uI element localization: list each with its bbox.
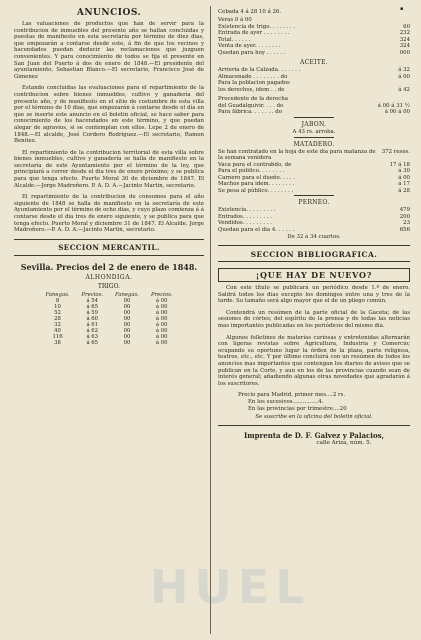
trigo-cell: 28 [54,315,61,322]
trigo-cell: 52 [54,309,61,316]
section-rule [218,425,410,426]
printer-line: Imprenta de D. F. Galvez y Palacios, [243,431,385,441]
perneo-row-value: 200 [399,213,410,220]
trigo-cell: á 00 [155,309,168,316]
trigo-cell: á 61 [86,321,99,328]
anuncio-paragraph: Las valuaciones de productos que han de servir para la contribucion de inmuebles del presente año se hallan concluidas y puestas de manifiesto en esta secretaría por término de diez dias, que empezarán a contarse desde este, á fin de que los vecinos y hacendados puedan deducir las reclamaciones que juzguen convenientes. Y para conocimiento de todos se fija el presente en San Juan del Puerto á dos de enero de 1848.—El presidente del ayuntamiento, Sebastian Blanco.—El secretario, Francisco José de Gimenez [14,21,204,80]
matadero-row-label: Se pesa al público. . . . . . . . [218,187,294,194]
aceite-row-label: Almacenado . . . . . . . . do [218,73,288,80]
matadero-row-value: á 00 [398,174,410,181]
perneo-row [218,227,410,234]
column-divider [210,6,211,634]
trigo-cell: á 62 [86,327,99,334]
ledger-row-label: Veras 0 á 00 [218,17,252,23]
trigo-cell: 00 [123,339,131,346]
anuncio-paragraph: El repartimiento de la contribucion de consumos para el año siguiente de 1848 se halla de manifiesto en la secretaría de este Ayuntamiento por el término de ocho dias, y cuyo plazo comienza á á contarse desde el dia tres de enero siguiente, y se publica para que tenga efecto. Puerto Moral y diciembre 31 de 1847. El Alcalde. Jorge Madroñero.—P. A. D. A.—Jacinto Martin, secretario. [14,194,204,234]
trigo-cell: á 65 [86,303,99,310]
matadero-ledger [218,149,410,195]
aceite-label: ACEITE. [299,59,329,66]
aceite-row-label: del Guadalquivir. . . . do [218,102,284,109]
jabon-price: A 43 rs. arroba. [292,128,336,135]
trigo-ledger [218,17,410,56]
matadero-row-value: 17 á 18 [389,161,410,168]
aceite-row-label: Procedente de la derecha [218,96,288,102]
biblio-paragraph: Algunos folletines de materias curiosas y entretenidas alternarán con ligeras revistas sobre Agricultura, Industria y Comercio; ocupando su oportuno lugar la órden de la plaza, parte religiosa, teatros, etc., etc. Y por último concluirá con un resúmen de todos los anuncios mas importantes que contengan los diarios de avisos que se publican en la Corte, y aun en los de las provincias cuando sean de interés general; añadiendo algunas otras novedades que agradarán á los suscritores. [218,334,410,387]
price-line: En los sucesivos...............4. [248,398,324,405]
trigo-cell: á 00 [155,333,168,340]
trigo-cell: á 00 [155,339,168,346]
aceite-row-label: Arrieria de la Calzada. . . . . . . [218,67,301,73]
trigo-cell: 40 [54,327,61,334]
ledger-row-value: 324 [399,43,410,49]
trigo-cell: á 54 [86,297,99,304]
trigo-cell: 32 [54,321,61,328]
section-rule [14,255,204,256]
trigo-cell: 00 [123,309,131,316]
matadero-row-label: Para el público. . . . . . . . [218,168,285,174]
trigo-cell: á 00 [155,315,168,322]
trigo-cell: 00 [123,297,131,304]
mini-rule [294,137,334,138]
perneo-row-label: Vendidos. . . . . . . . . [218,220,272,226]
trigo-cell: 00 [123,315,131,322]
aceite-row-value: á 32 [398,67,410,73]
printer-address: calle Ariza, núm. 5. [316,440,372,447]
right-column [218,8,410,446]
biblio-paragraph: Contendrá un resúmen de la parte oficial de la Gaceta; de las sesiones de córtes; del espíritu de la prensa y de todas las noticias mas importantes publicadas en los periódicos del mismo dia. [218,309,410,329]
ledger-row-value: 232 [399,30,410,36]
ledger-row-label: Quedan para hoy . . . . . . [218,49,286,56]
ledger-row-label: Existencia de trigo. . . . . . . . [218,23,296,30]
col-fanegas: Fanegas. [45,291,70,298]
price-line: Precio para Madrid, primer mes....2 rs. [238,392,346,399]
trigo-cell: 116 [52,333,63,340]
trigo-cell: á 60 [86,315,99,322]
aceite-ledger-2 [218,96,410,116]
mini-rule [294,117,334,118]
aceite-row-value: á 00 á 31 ½ [377,102,410,109]
matadero-row-value: á 28 [398,187,410,194]
perneo-row-label: Existencia. . . . . . . . . [218,207,276,213]
trigo-table [40,292,179,346]
col-precios: Precios. [150,291,173,298]
aceite-row [218,109,410,116]
trigo-cell: á 63 [86,333,99,340]
aceite-row-value: á 00 [398,73,410,80]
sevilla-heading: Sevilla. Precios del 2 de enero de 1848. [20,261,198,272]
matadero-row [218,149,410,162]
ledger-row-value: 324 [399,36,410,43]
aceite-row-value: á 42 [398,86,410,93]
library-watermark: HUEL [150,560,311,614]
trigo-cell: 00 [123,333,131,340]
bibliografica-title: SECCION BIBLIOGRAFICA. [250,250,378,259]
perneo-row-value: 23 [403,220,410,226]
matadero-row-label: Carnero para el dueño. . . . . [218,174,296,181]
left-column [14,8,204,346]
ledger-row-label: Entrada de ayer . . . . . . . . [218,30,290,36]
matadero-row-label: Vaca para el contrabdo, de [218,161,292,168]
ledger-row-label: Total. . . . . . [218,36,251,43]
section-rule [218,261,410,262]
trigo-cell: 38 [54,339,61,346]
aceite-row-label: los derechos, idem . . de [218,86,285,93]
trigo-cell: 00 [123,303,131,310]
aceite-row-label: Para fábrica. . . . . . . do [218,109,282,115]
biblio-paragraph: Con este título se publicará un periódico desde 1.º de enero. Saldrá todos los dias excepto los domingos entre una y tres de la tarde. Su tamaño será algo mayor que el de un pliego común. [218,285,410,305]
price-line: En las provincias por trimestre....20 [248,405,347,412]
perneo-row-value: 479 [399,207,410,213]
subscription-note: Se suscribe en la oficina del boletin oficial. [255,414,373,421]
ledger-row-value: 60 [403,23,410,30]
matadero-label: MATADERO. [293,140,335,148]
perneo-row-value: 656 [399,226,410,233]
que-hay-de-nuevo-banner: ¡QUE HAY DE NUEVO? [218,268,410,282]
ledger-row-label: Venta de ayer. . . . . . . . [218,43,281,49]
corner-mark: ▪ [400,6,404,12]
trigo-cell: 00 [123,321,131,328]
matadero-row-value: á 30 [398,168,410,174]
perneo-ledger [218,207,410,233]
col-precios: Precios. [81,291,103,298]
trigo-cell: á 00 [155,297,168,304]
trigo-cell: á 00 [155,327,168,334]
trigo-label: TRIGO. [97,282,121,290]
perneo-row-label: Quedan para el dia 4. . . . . . [218,226,295,233]
anuncio-paragraph: Estando concluidas las evaluaciones para el repartimiento de la contribucion sobre bienes inmuebles, cultivo y ganadería del presente año, y de manifiesto en el sitio de costumbre de esta villa por el término de 10 dias, que empezarán á contarse desde el día en que se inserte este anuncio en el boletin oficial, se hace saber para conocimiento de los hacendados en este término, y que puedan alegar de agravios, si se contemplan con ellos. Lepe 2 de enero de 1848.—El alcalde, José Cordero Rodriguez.—El secretario, Ramon Benitez. [14,85,204,145]
matadero-row-value: á 17 [398,181,410,187]
perneo-row-label: Entrados. . . . . . . . . [218,213,272,220]
trigo-cell: á 00 [155,303,168,310]
aceite-row-value: á 00 á 00 [384,109,410,115]
trigo-cell: 8 [55,297,60,304]
anuncios-title: ANUNCIOS. [76,8,142,18]
ledger-row [218,50,410,57]
trigo-cell: á 59 [86,309,99,316]
section-rule [14,239,204,240]
matadero-row-value: 372 reses. [381,148,410,155]
aceite-row-label: Para la poblacion pagados [218,80,290,86]
mini-rule [294,195,334,196]
cebada-line: Cebada 4 á 28 10 á 26. [218,9,282,15]
matadero-row [218,188,410,195]
trigo-row [40,340,179,346]
perneo-price: De 32 á 34 cuartos. [287,234,341,240]
trigo-cell: á 00 [155,321,168,328]
trigo-cell: 10 [54,303,61,310]
matadero-row-label: Se han contratado en la hoja de este dia para matanza de la semana venidera [218,148,376,161]
mercantil-title: SECCION MERCANTIL. [58,242,160,252]
section-rule [218,245,410,246]
jabon-label: JABON. [301,120,327,128]
trigo-cell: á 65 [86,339,99,346]
aceite-ledger [218,67,410,93]
trigo-cell: 00 [123,327,131,334]
col-fanegas: Fanegas. [115,291,139,298]
alhondiga-label: ALHONDIGA. [85,273,133,281]
anuncio-paragraph: El repartimiento de la contribucion territorial de esta villa sobre bienes inmuebles, cultivo y ganadería se halla de manifiesto en la secretaría de este Ayuntamiento por el término de la ley, que principiará a correr desde el dia tres de enero próximo; y se publica para que tenga efecto. Puerto Moral 30 de diciembre de 1847. El Alcalde.—Jorge Madroñero. P. A. D. A.—Jacinto Martin, secretario. [14,149,204,189]
ledger-row-value: 000 [399,49,410,56]
perneo-label: PERNEO. [298,199,330,206]
matadero-row-label: Machos para idem. . . . . . . . [218,181,295,187]
